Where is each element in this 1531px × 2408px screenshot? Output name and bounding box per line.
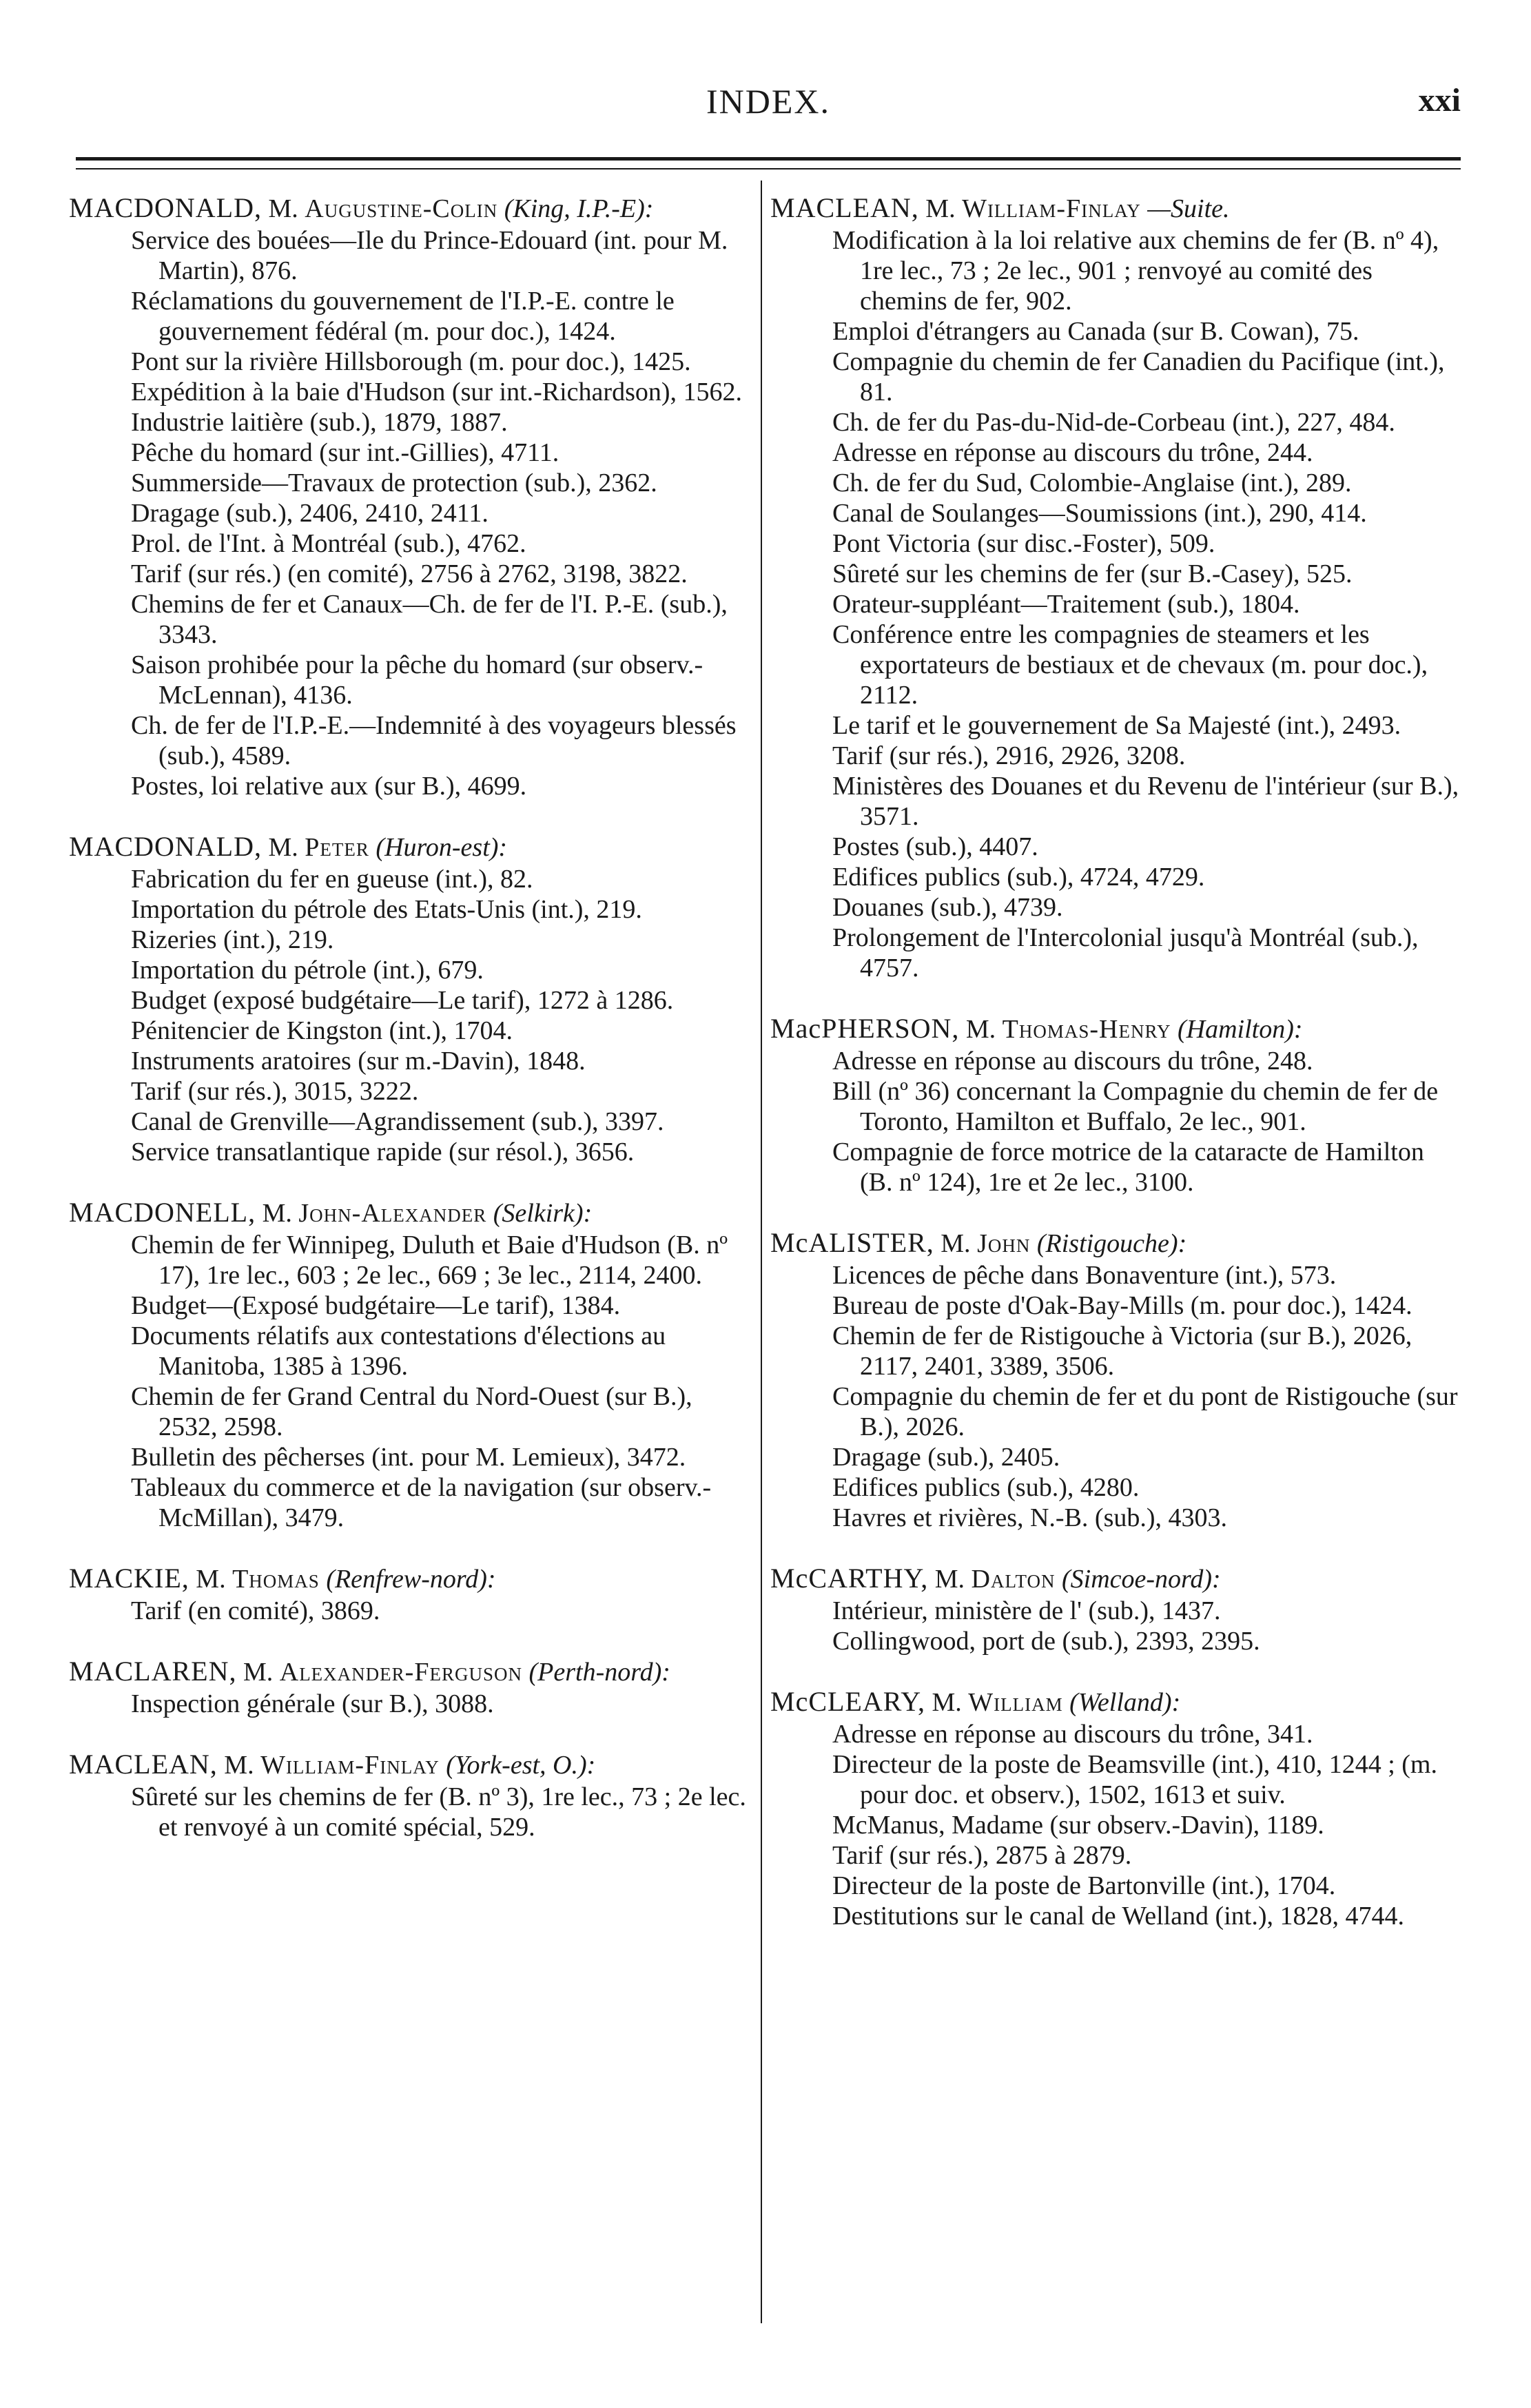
entry-prefix: M. (965, 1015, 996, 1044)
entry-prefix: M. (932, 1688, 962, 1717)
entry-item: Licences de pêche dans Bonaventure (int.), 573. (832, 1261, 1337, 1290)
entry-item: Summerside—Travaux de protection (sub.), 2362. (131, 469, 657, 497)
entry-item: Pont Victoria (sur disc.-Foster), 509. (832, 529, 1215, 558)
entry-item: Prolongement de l'Intercolonial jusqu'à Montréal (sub.), 4757. (832, 923, 1419, 982)
entry-item: Importation du pétrole (int.), 679. (131, 956, 484, 985)
entry-item: Canal de Grenville—Agrandissement (sub.), 3397. (131, 1107, 664, 1136)
entry-surname: MACLEAN, (69, 1749, 218, 1780)
index-entry (69, 1197, 751, 1533)
entry-heading (69, 1563, 751, 1594)
entry-surname: MACKIE, (69, 1563, 189, 1594)
index-entry (69, 832, 751, 1167)
entry-riding: —Suite. (1147, 194, 1230, 223)
entry-surname: McALISTER, (770, 1227, 934, 1258)
entry-item: Adresse en réponse au discours du trône, 341. (832, 1720, 1313, 1749)
entry-items (69, 1596, 751, 1626)
entry-item: Tarif (sur rés.), 2875 à 2879. (832, 1841, 1132, 1870)
entry-item: Emploi d'étrangers au Canada (sur B. Cowan), 75. (832, 317, 1359, 346)
entry-item: Bulletin des pêcherses (int. pour M. Lemieux), 3472. (131, 1443, 686, 1472)
entry-item: Ministères des Douanes et du Revenu de l'intérieur (sur B.), 3571. (832, 772, 1459, 831)
entry-heading (770, 1687, 1459, 1718)
entry-riding: (Renfrew-nord): (326, 1565, 496, 1594)
entry-item: Inspection générale (sur B.), 3088. (131, 1689, 494, 1718)
entry-riding: (Perth-nord): (528, 1658, 670, 1687)
entry-heading (69, 1656, 751, 1687)
entry-item: Compagnie du chemin de fer et du pont de Ristigouche (sur B.), 2026. (832, 1382, 1458, 1441)
entry-firstname: Thomas-Henry (1002, 1015, 1171, 1044)
entry-items (770, 225, 1459, 983)
index-entry (770, 1563, 1459, 1656)
entry-firstname: Dalton (971, 1565, 1056, 1594)
entry-item: Douanes (sub.), 4739. (832, 893, 1063, 922)
entry-surname: MacPHERSON, (770, 1013, 960, 1044)
entry-items (69, 864, 751, 1167)
entry-heading (770, 1013, 1459, 1045)
entry-item: Destitutions sur le canal de Welland (int.), 1828, 4744. (832, 1902, 1404, 1931)
entry-firstname: Augustine-Colin (305, 194, 498, 223)
entry-heading (770, 1228, 1459, 1259)
entry-item: Tarif (sur rés.), 3015, 3222. (131, 1077, 419, 1106)
entry-heading (69, 193, 751, 224)
entry-item: Intérieur, ministère de l' (sub.), 1437. (832, 1596, 1221, 1625)
entry-riding: (Selkirk): (493, 1199, 593, 1228)
entry-prefix: M. (224, 1751, 254, 1780)
entry-item: Tarif (en comité), 3869. (131, 1596, 380, 1625)
entry-firstname: Thomas (232, 1565, 320, 1594)
entry-item: Chemin de fer Grand Central du Nord-Ouest (sur B.), 2532, 2598. (131, 1382, 692, 1441)
entry-item: Orateur-suppléant—Traitement (sub.), 1804. (832, 590, 1300, 619)
entry-item: Conférence entre les compagnies de steamers et les exportateurs de bestiaux et de chevaux (m. pour doc.), 2112. (832, 620, 1428, 710)
entry-firstname: William-Finlay (962, 194, 1141, 223)
index-entry (69, 1749, 751, 1842)
entry-prefix: M. (243, 1658, 274, 1687)
entry-item: Bill (nº 36) concernant la Compagnie du chemin de fer de Toronto, Hamilton et Buffalo, 2e lec., 901. (832, 1077, 1439, 1136)
entry-item: Ch. de fer du Sud, Colombie-Anglaise (int.), 289. (832, 469, 1352, 497)
entry-item: Modification à la loi relative aux chemins de fer (B. nº 4), 1re lec., 73 ; 2e lec., 901 ; renvoyé au comité des chemins de fer, 902. (832, 226, 1439, 316)
entry-heading (69, 1197, 751, 1228)
entry-riding: (Welland): (1069, 1688, 1181, 1717)
entry-firstname: Peter (305, 833, 369, 862)
entry-prefix: M. (262, 1199, 292, 1228)
entry-item: Pont sur la rivière Hillsborough (m. pour doc.), 1425. (131, 347, 691, 376)
entry-items (69, 1230, 751, 1533)
column-divider (761, 181, 762, 2323)
entry-items (770, 1596, 1459, 1656)
entry-item: Chemins de fer et Canaux—Ch. de fer de l'I. P.-E. (sub.), 3343. (131, 590, 728, 649)
entry-riding: (York-est, O.): (446, 1751, 596, 1780)
entry-item: Rizeries (int.), 219. (131, 925, 334, 954)
entry-firstname: Alexander-Ferguson (279, 1658, 522, 1687)
page-number: xxi (1418, 82, 1461, 119)
entry-item: Budget—(Exposé budgétaire—Le tarif), 1384. (131, 1291, 621, 1320)
entry-items (770, 1046, 1459, 1197)
index-entry (69, 1563, 751, 1626)
entry-items (69, 1689, 751, 1719)
entry-prefix: M. (941, 1229, 971, 1258)
entry-riding: (Huron-est): (376, 833, 508, 862)
page-header (76, 81, 1461, 136)
entry-firstname: John-Alexander (298, 1199, 487, 1228)
entry-items (69, 225, 751, 801)
entry-item: Tarif (sur rés.) (en comité), 2756 à 2762, 3198, 3822. (131, 559, 688, 588)
entry-item: Industrie laitière (sub.), 1879, 1887. (131, 408, 508, 437)
entry-item: Service transatlantique rapide (sur résol.), 3656. (131, 1138, 635, 1166)
entry-riding: (Simcoe-nord): (1061, 1565, 1221, 1594)
entry-items (770, 1260, 1459, 1533)
page-title: INDEX. (706, 82, 831, 121)
entry-prefix: M. (268, 194, 298, 223)
entry-item: Directeur de la poste de Bartonville (int.), 1704. (832, 1871, 1336, 1900)
entry-item: Instruments aratoires (sur m.-Davin), 1848. (131, 1047, 586, 1076)
entry-items (770, 1719, 1459, 1931)
entry-item: Service des bouées—Ile du Prince-Edouard (int. pour M. Martin), 876. (131, 226, 728, 285)
entry-surname: McCARTHY, (770, 1563, 929, 1594)
entry-item: Saison prohibée pour la pêche du homard (sur observ.-McLennan), 4136. (131, 650, 703, 710)
entry-item: Directeur de la poste de Beamsville (int.), 410, 1244 ; (m. pour doc. et observ.), 1502, 1613 et suiv. (832, 1750, 1437, 1809)
entry-surname: MACDONALD, (69, 192, 262, 223)
entry-heading (770, 1563, 1459, 1594)
entry-item: Expédition à la baie d'Hudson (sur int.-Richardson), 1562. (131, 378, 743, 407)
left-column (69, 193, 751, 1873)
entry-item: McManus, Madame (sur observ.-Davin), 1189. (832, 1811, 1324, 1840)
entry-firstname: William (968, 1688, 1063, 1717)
right-column (770, 193, 1459, 1962)
entry-item: Edifices publics (sub.), 4280. (832, 1473, 1140, 1502)
entry-item: Havres et rivières, N.-B. (sub.), 4303. (832, 1503, 1228, 1532)
entry-surname: MACLAREN, (69, 1656, 237, 1687)
index-entry (770, 1013, 1459, 1197)
entry-item: Postes, loi relative aux (sur B.), 4699. (131, 772, 527, 801)
entry-item: Budget (exposé budgétaire—Le tarif), 1272 à 1286. (131, 986, 674, 1015)
entry-item: Ch. de fer du Pas-du-Nid-de-Corbeau (int.), 227, 484. (832, 408, 1395, 437)
entry-item: Pénitencier de Kingston (int.), 1704. (131, 1016, 513, 1045)
entry-item: Chemin de fer Winnipeg, Duluth et Baie d'Hudson (B. nº 17), 1re lec., 603 ; 2e lec., 669 ; 3e lec., 2114, 2400. (131, 1231, 728, 1290)
entry-item: Documents rélatifs aux contestations d'élections au Manitoba, 1385 à 1396. (131, 1321, 666, 1381)
entry-firstname: William-Finlay (260, 1751, 440, 1780)
entry-item: Collingwood, port de (sub.), 2393, 2395. (832, 1627, 1260, 1656)
entry-item: Prol. de l'Int. à Montréal (sub.), 4762. (131, 529, 526, 558)
entry-riding: (Ristigouche): (1036, 1229, 1187, 1258)
entry-surname: McCLEARY, (770, 1686, 925, 1717)
entry-prefix: M. (196, 1565, 226, 1594)
entry-item: Compagnie du chemin de fer Canadien du Pacifique (int.), 81. (832, 347, 1445, 407)
entry-item: Pêche du homard (sur int.-Gillies), 4711. (131, 438, 559, 467)
entry-firstname: John (977, 1229, 1031, 1258)
entry-heading (770, 193, 1459, 224)
entry-item: Tableaux du commerce et de la navigation (sur observ.-McMillan), 3479. (131, 1473, 712, 1532)
entry-item: Ch. de fer de l'I.P.-E.—Indemnité à des voyageurs blessés (sub.), 4589. (131, 711, 737, 770)
entry-item: Canal de Soulanges—Soumissions (int.), 290, 414. (832, 499, 1367, 528)
entry-surname: MACLEAN, (770, 192, 919, 223)
entry-item: Le tarif et le gouvernement de Sa Majesté (int.), 2493. (832, 711, 1401, 740)
entry-prefix: M. (925, 194, 956, 223)
header-rule-thin (76, 168, 1461, 169)
entry-item: Postes (sub.), 4407. (832, 832, 1038, 861)
entry-item: Dragage (sub.), 2405. (832, 1443, 1060, 1472)
entry-riding: (Hamilton): (1177, 1015, 1303, 1044)
entry-item: Importation du pétrole des Etats-Unis (int.), 219. (131, 895, 642, 924)
header-rule-thick (76, 157, 1461, 161)
index-entry (69, 193, 751, 801)
entry-riding: (King, I.P.-E): (504, 194, 654, 223)
entry-heading (69, 1749, 751, 1780)
entry-surname: MACDONELL, (69, 1197, 256, 1228)
entry-item: Chemin de fer de Ristigouche à Victoria (sur B.), 2026, 2117, 2401, 3389, 3506. (832, 1321, 1412, 1381)
entry-prefix: M. (268, 833, 298, 862)
index-entry (770, 1228, 1459, 1533)
entry-item: Compagnie de force motrice de la cataracte de Hamilton (B. nº 124), 1re et 2e lec., 3100. (832, 1138, 1424, 1197)
entry-item: Tarif (sur rés.), 2916, 2926, 3208. (832, 741, 1186, 770)
index-entry (770, 1687, 1459, 1931)
index-entry (770, 193, 1459, 983)
entry-item: Dragage (sub.), 2406, 2410, 2411. (131, 499, 489, 528)
entry-item: Fabrication du fer en gueuse (int.), 82. (131, 865, 533, 894)
entry-items (69, 1782, 751, 1842)
entry-item: Bureau de poste d'Oak-Bay-Mills (m. pour doc.), 1424. (832, 1291, 1412, 1320)
entry-item: Sûreté sur les chemins de fer (sur B.-Casey), 525. (832, 559, 1353, 588)
entry-item: Réclamations du gouvernement de l'I.P.-E. contre le gouvernement fédéral (m. pour doc.), 1424. (131, 287, 675, 346)
entry-heading (69, 832, 751, 863)
entry-prefix: M. (934, 1565, 965, 1594)
index-entry (69, 1656, 751, 1719)
entry-item: Edifices publics (sub.), 4724, 4729. (832, 863, 1205, 892)
entry-surname: MACDONALD, (69, 831, 262, 862)
entry-item: Adresse en réponse au discours du trône, 244. (832, 438, 1313, 467)
entry-item: Adresse en réponse au discours du trône, 248. (832, 1047, 1313, 1076)
entry-item: Sûreté sur les chemins de fer (B. nº 3), 1re lec., 73 ; 2e lec. et renvoyé à un comité spécial, 529. (131, 1782, 746, 1842)
